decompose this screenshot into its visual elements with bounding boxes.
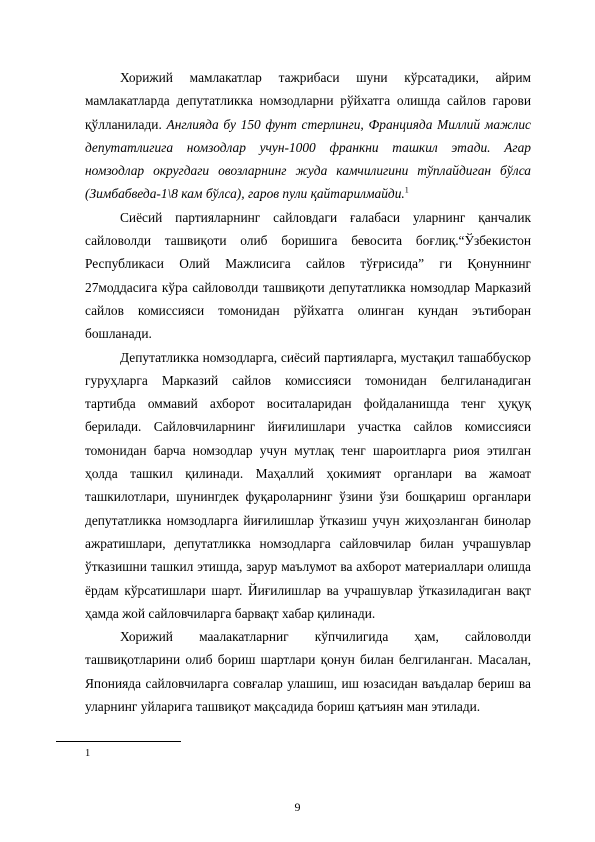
paragraph-foreign-rules [85,625,531,718]
footnote-separator [56,741,181,742]
footnote-number: 1 [85,748,91,759]
paragraph-italic-text: Англияда бу 150 фунт стерлинги, Францияда Миллий мажлис депутатлигига номзодлар учун-1000 франкни ташкил этади. Агар номзодлар округдаги овозларнинг жуда камчилигини тўплайдиган бўлса (Зимбабведа-1\8 кам бўлса), гаров пули қайтарилмайди. [85,116,531,202]
paragraph-text: Хорижий маалакатларниг кўпчилигида ҳам, сайловолди ташвиқотларини олиб бориш шартлари қонун билан белгиланган. Масалан, Японияда сайловчиларга совғалар улашиш, иш юзасидан ваъдалар бериш ва уларнинг уйларига ташвиқот мақсадида бориш қатъиян ман этилади. [85,629,531,715]
body-text [85,66,531,718]
paragraph-text: Депутатликка номзодларга, сиёсий партияларга, мустақил ташаббускор гуруҳларга Марказий сайлов комиссияси томонидан белгиланадиган тартибда оммавий ахборот воситаларидан фойдаланишда тенг ҳуқуқ берилади. Сайловчиларнинг йиғилишлари участка сайлов комиссияси томонидан барча номзодлар учун мутлақ тенг шароитларга риоя этилган ҳолда ташкил қилинади. Маҳаллий ҳокимият органлари ва жамоат ташкилотлари, шунингдек фуқароларнинг ўзини ўзи бошқариш органлари депутатликка номзодларга йиғилишлар ўтказиш учун жиҳозланган бинолар ажратишлари, депутатликка номзодларга сайловчилар билан учрашувлар ўтказишни ташкил этишда, зарур маълумот ва ахборот материаллари олишда ёрдам кўрсатишлари шарт. Йиғилишлар ва учрашувлар ўтказиладиган вақт ҳамда жой сайловчиларга барвақт хабар қилинади. [85,349,531,621]
footnote-reference[interactable]: 1 [404,186,409,196]
paragraph-media-access [85,346,531,626]
footnote [85,747,90,761]
paragraph-campaign [85,206,531,346]
page-number: 9 [294,800,301,814]
paragraph-text: Хорижий мамлакатлар тажрибаси шуни кўрсатадики, айрим мамлакатларда депутатликка номзодларни рўйхатга олишда сайлов гарови қўлланилади. [85,70,531,132]
paragraph-text: Сиёсий партияларнинг сайловдаги ғалабаси уларнинг қанчалик сайловолди ташвиқоти олиб боришига бевосита боғлиқ.“Ўзбекистон Республикаси Олий Мажлисига сайлов тўғрисида” ги Қонуннинг 27моддасига кўра сайловолди ташвиқоти депутатликка номзодлар Марказий сайлов комиссияси томонидан рўйхатга олинган кундан эътиборан бошланади. [85,209,531,342]
paragraph-election-deposit [85,66,531,206]
